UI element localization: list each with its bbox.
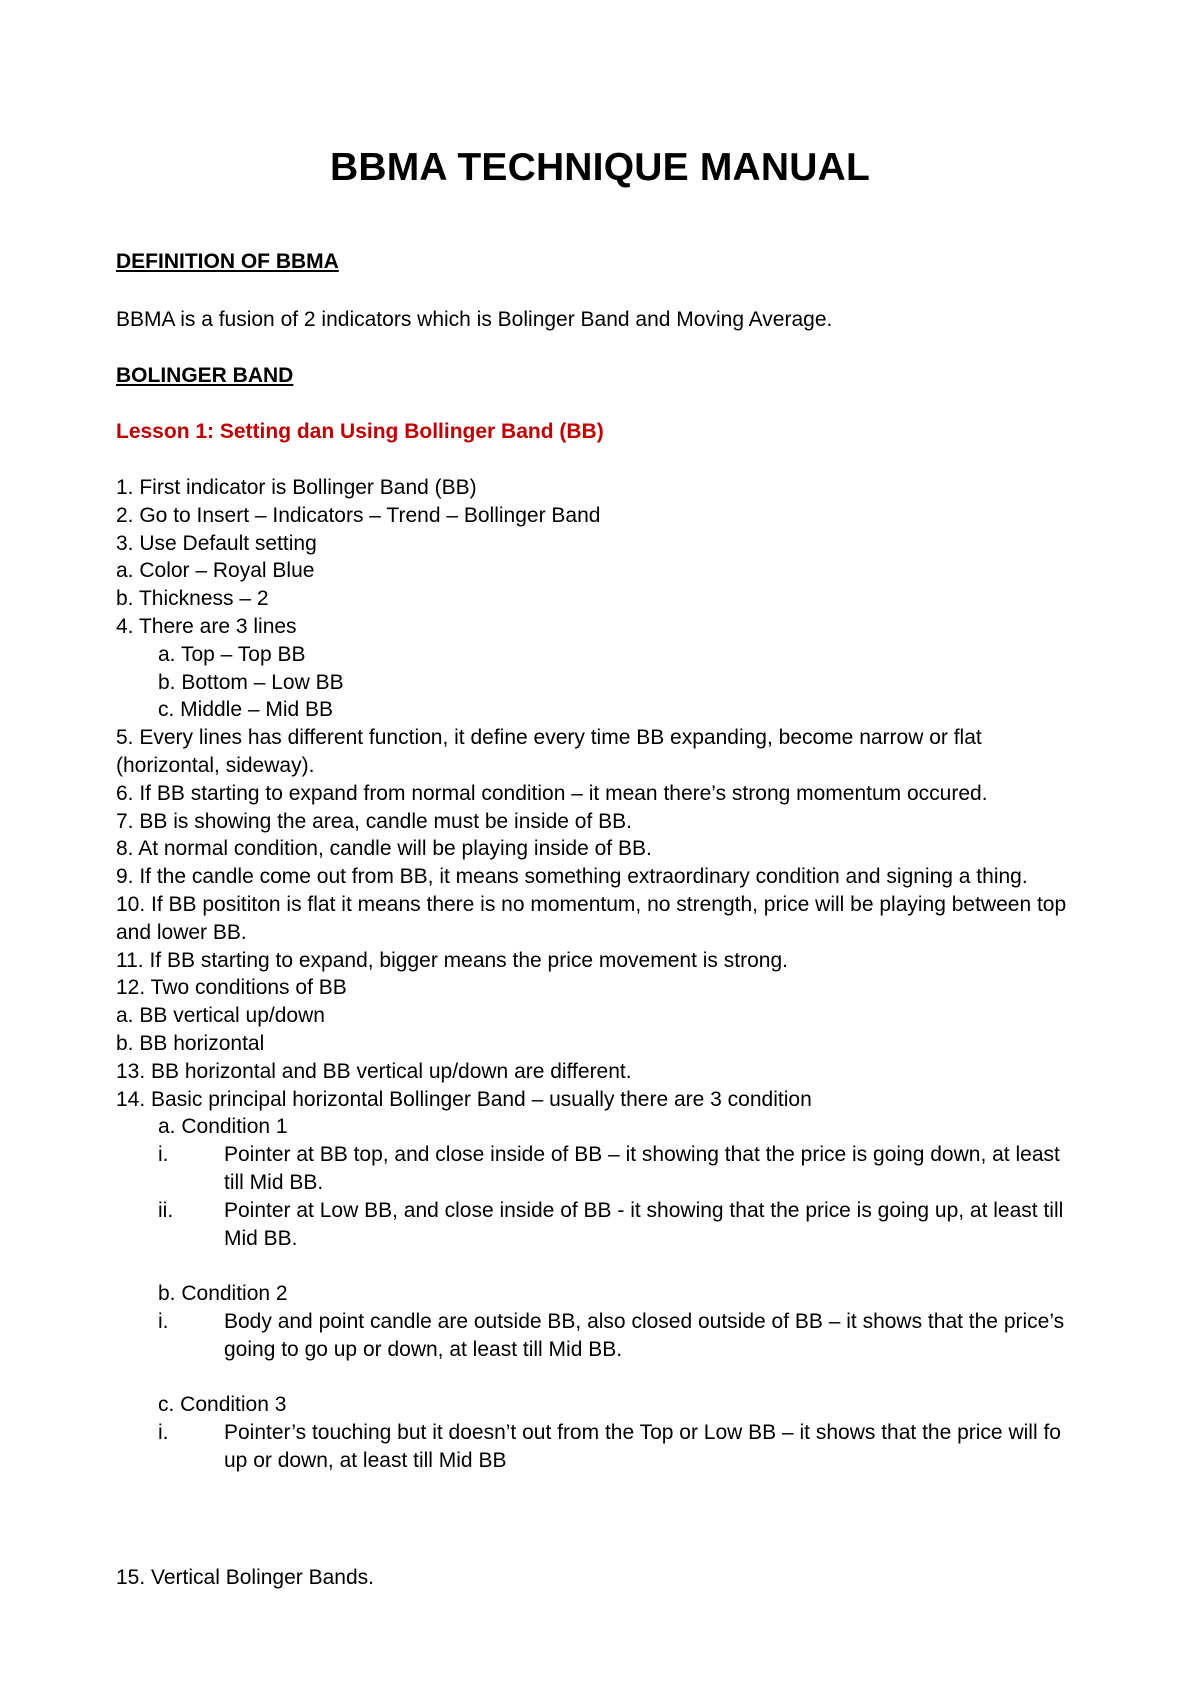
list-item: b. Bottom – Low BB: [158, 670, 344, 694]
condition-1-point-i: [116, 1141, 1076, 1197]
condition-2-point-i: [116, 1308, 1076, 1364]
list-item: 3. Use Default setting: [116, 531, 317, 555]
bolinger-band-heading: BOLINGER BAND: [116, 364, 294, 387]
condition-text: Body and point candle are outside BB, also closed outside of BB – it shows that the price’s going to go up or down, at least till Mid BB.: [224, 1309, 1065, 1361]
list-item: 11. If BB starting to expand, bigger means the price movement is strong.: [116, 948, 788, 972]
list-item: 10. If BB posititon is flat it means there is no momentum, no strength, price will be playing between top and lower BB.: [116, 892, 1067, 944]
condition-1-point-ii: [116, 1197, 1076, 1253]
list-item: b. BB horizontal: [116, 1031, 265, 1055]
list-item: b. Thickness – 2: [116, 587, 269, 611]
condition-text: Pointer at Low BB, and close inside of BB - it showing that the price is going up, at least till Mid BB.: [224, 1198, 1064, 1250]
roman-numeral: ii.: [158, 1198, 174, 1222]
list-item: 12. Two conditions of BB: [116, 976, 347, 1000]
condition-3-point-i: [116, 1419, 1076, 1475]
list-item: c. Middle – Mid BB: [158, 698, 334, 722]
spacer: [116, 1252, 1076, 1280]
spacer: [116, 1364, 1076, 1392]
list-item: 6. If BB starting to expand from normal condition – it mean there’s strong momentum occured.: [116, 781, 988, 805]
condition-3-label: c. Condition 3: [158, 1393, 287, 1417]
list-item: 1. First indicator is Bollinger Band (BB): [116, 476, 477, 499]
condition-text: Pointer’s touching but it doesn’t out from the Top or Low BB – it shows that the price will fo up or down, at least till Mid BB: [224, 1421, 1061, 1472]
list-item: 13. BB horizontal and BB vertical up/down are different.: [116, 1059, 632, 1083]
list-item: 9. If the candle come out from BB, it means something extraordinary condition and signing a thing.: [116, 865, 1028, 889]
list-item: 14. Basic principal horizontal Bollinger Band – usually there are 3 condition: [116, 1087, 812, 1111]
list-item: 7. BB is showing the area, candle must be inside of BB.: [116, 809, 632, 833]
condition-2-label: b. Condition 2: [158, 1282, 288, 1306]
lesson-1-list: [116, 474, 1076, 1475]
page-title: BBMA TECHNIQUE MANUAL: [329, 146, 871, 189]
list-item: 4. There are 3 lines: [116, 614, 297, 638]
roman-numeral: i.: [158, 1421, 169, 1445]
definition-text: BBMA is a fusion of 2 indicators which is Bolinger Band and Moving Average.: [116, 308, 833, 331]
list-item: 8. At normal condition, candle will be playing inside of BB.: [116, 837, 652, 861]
lesson-1-heading: Lesson 1: Setting dan Using Bollinger Band (BB): [116, 420, 604, 443]
roman-numeral: i.: [158, 1309, 169, 1333]
list-item: a. BB vertical up/down: [116, 1004, 325, 1028]
condition-1-label: a. Condition 1: [158, 1115, 288, 1139]
roman-numeral: i.: [158, 1143, 169, 1167]
list-item: a. Color – Royal Blue: [116, 559, 315, 583]
list-item: a. Top – Top BB: [158, 642, 306, 666]
list-item-15: 15. Vertical Bolinger Bands.: [116, 1566, 374, 1589]
list-item: 2. Go to Insert – Indicators – Trend – Bollinger Band: [116, 503, 601, 527]
list-item: 5. Every lines has different function, it define every time BB expanding, become narrow or flat (horizontal, sideway).: [116, 726, 982, 777]
condition-text: Pointer at BB top, and close inside of BB – it showing that the price is going down, at least till Mid BB.: [224, 1143, 1060, 1194]
definition-heading: DEFINITION OF BBMA: [116, 250, 339, 273]
